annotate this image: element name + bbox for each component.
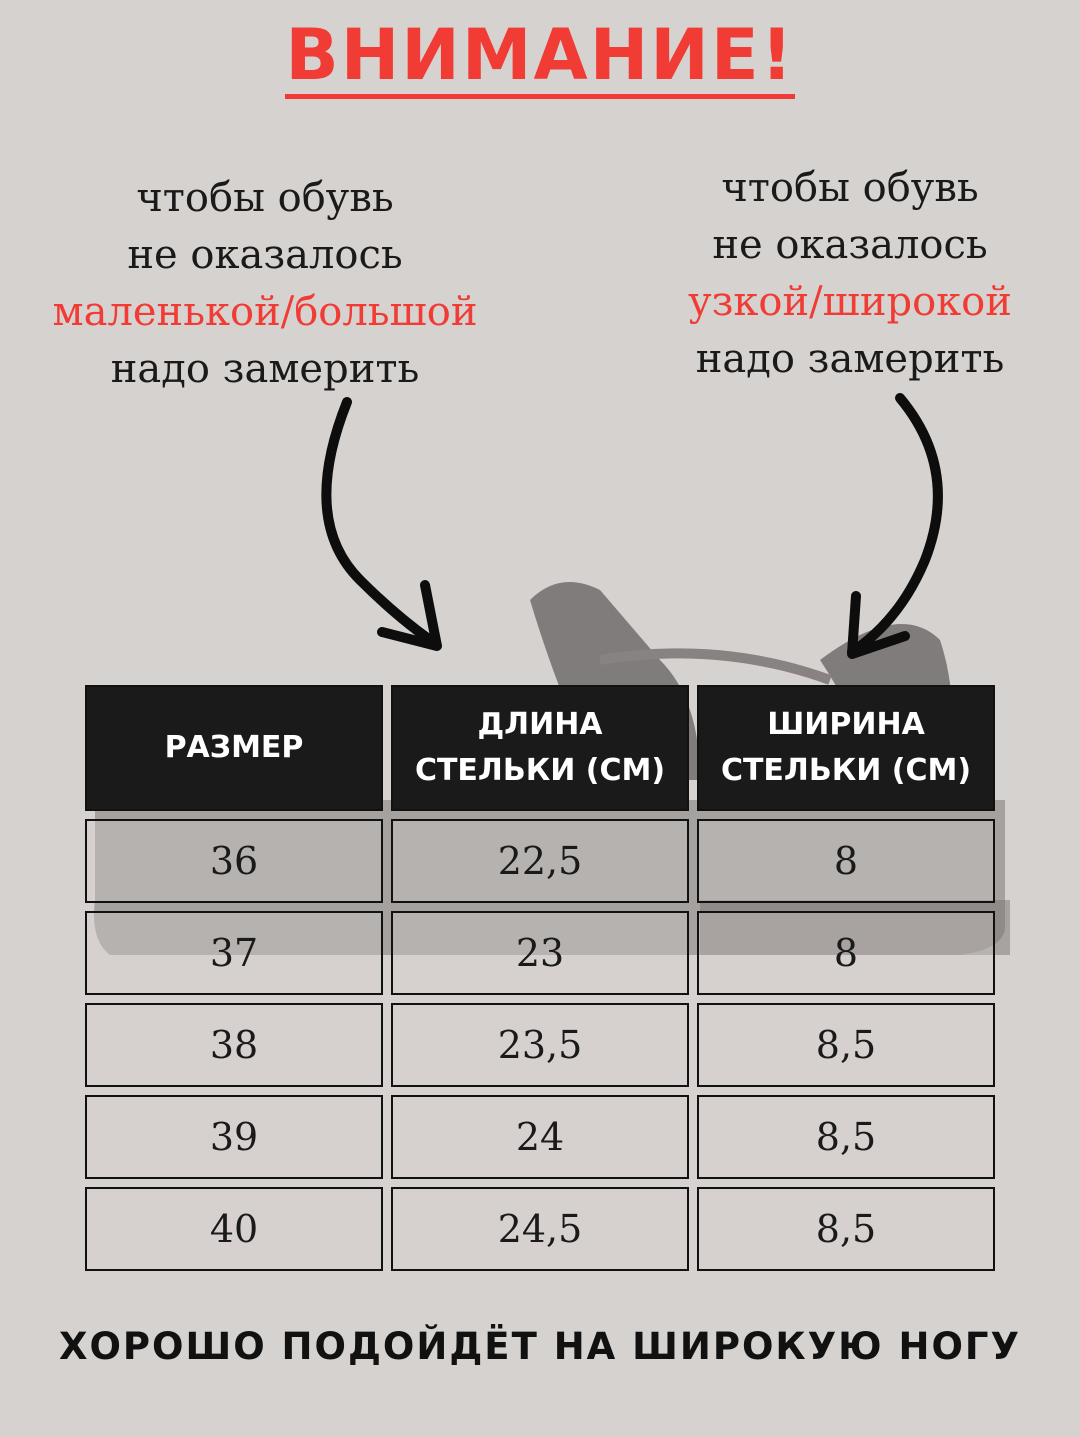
- curved-arrow-right-icon: [852, 398, 938, 654]
- note-width-line1: чтобы обувь: [721, 165, 979, 211]
- note-width-highlight: узкой/широкой: [688, 279, 1012, 325]
- cell-size: 38: [85, 1003, 383, 1087]
- cell-size: 37: [85, 911, 383, 995]
- curved-arrow-left-icon: [326, 402, 437, 646]
- title-text: ВНИМАНИЕ!: [285, 16, 794, 99]
- cell-width: 8: [697, 819, 995, 903]
- cell-size: 36: [85, 819, 383, 903]
- cell-width: 8,5: [697, 1095, 995, 1179]
- header-insole-width: ШИРИНА СТЕЛЬКИ (СМ): [697, 685, 995, 811]
- footer-note: ХОРОШО ПОДОЙДЁТ НА ШИРОКУЮ НОГУ: [58, 1325, 1022, 1368]
- header-size: РАЗМЕР: [85, 685, 383, 811]
- note-length-line4: надо замерить: [110, 346, 420, 392]
- cell-size: 39: [85, 1095, 383, 1179]
- table-row: [85, 819, 995, 903]
- size-table: [77, 677, 1003, 1279]
- header-insole-length: ДЛИНА СТЕЛЬКИ (СМ): [391, 685, 689, 811]
- cell-length: 23: [391, 911, 689, 995]
- cell-width: 8,5: [697, 1187, 995, 1271]
- note-width-line2: не оказалось: [712, 222, 988, 268]
- cell-length: 23,5: [391, 1003, 689, 1087]
- cell-size: 40: [85, 1187, 383, 1271]
- note-length-line1: чтобы обувь: [136, 175, 394, 221]
- table-row: [85, 1095, 995, 1179]
- note-length-line2: не оказалось: [127, 232, 403, 278]
- note-width-line4: надо замерить: [695, 336, 1005, 382]
- cell-width: 8: [697, 911, 995, 995]
- cell-length: 22,5: [391, 819, 689, 903]
- cell-width: 8,5: [697, 1003, 995, 1087]
- table-row: [85, 1003, 995, 1087]
- note-length-highlight: маленькой/большой: [52, 289, 478, 335]
- cell-length: 24: [391, 1095, 689, 1179]
- size-table-header: [85, 685, 995, 811]
- table-row: [85, 911, 995, 995]
- table-row: [85, 1187, 995, 1271]
- cell-length: 24,5: [391, 1187, 689, 1271]
